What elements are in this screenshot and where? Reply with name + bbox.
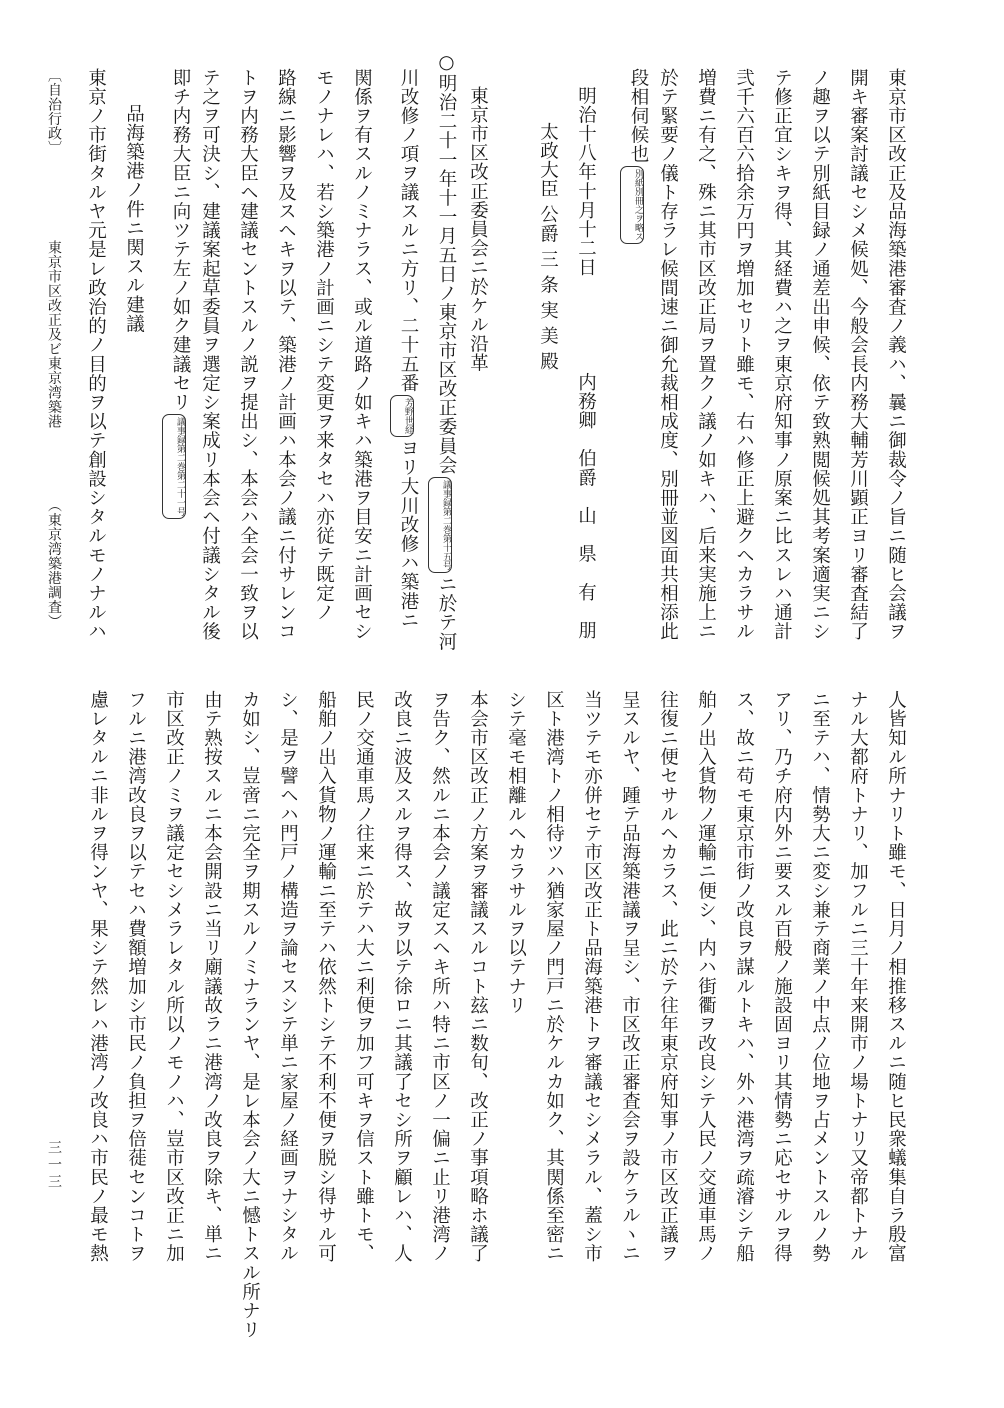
- text-line-l10: 区ト港湾トノ相待ツハ猶家屋ノ門戸ニ於ケルカ如ク、其関係至密ニ: [543, 690, 565, 1263]
- text-line-l18: カ如シ、豈啻ニ完全ヲ期スルノミナランヤ、是レ本会ノ大ニ憾トスル所ナリ: [239, 690, 261, 1340]
- text-line-l17: シ、是ヲ譬ヘハ門戸ノ構造ヲ論セスシテ単ニ家屋ノ経画ヲナシタル: [277, 690, 299, 1263]
- text-line-l3: ニ至テハ、情勢大ニ変シ兼テ商業ノ中点ノ位地ヲ占メントスルノ勢: [809, 690, 831, 1263]
- text-line-l11: シテ毫モ相離ルヘカラサルヲ以テナリ: [505, 690, 527, 1015]
- text-line-r5: 弐千六百六拾余万円ヲ増加セリト雖モ、右ハ修正上避クヘカラサル: [733, 68, 755, 641]
- text-line-l19: 由テ熟按スルニ本会開設ニ当リ廟議故ラニ港湾ノ改良ヲ除キ、単ニ: [201, 690, 223, 1263]
- text-line-l15: 民ノ交通車馬ノ往来ニ於テハ大ニ利便ヲ加フ可キヲ信スト雖トモ、: [353, 690, 375, 1263]
- footer-left-tag: 〔自治行政〕: [46, 68, 62, 155]
- text-line-l6: 舶ノ出入貨物ノ運輸ニ便シ、内ハ街衢ヲ改良シテ人民ノ交通車馬ノ: [695, 690, 717, 1263]
- text-line-r2: 開キ審案討議セシメ候処、今般会長内務大輔芳川顕正ヨリ審査結了: [847, 68, 869, 641]
- text-line-r3: ノ趣ヲ以テ別紙目録ノ通差出申候、依テ致熟閲候処其考案適実ニシ: [809, 68, 831, 641]
- text-line-l2: ナル大都府トナリ、加フルニ三十年来開市ノ場トナリ又帝都トナル: [847, 690, 869, 1263]
- text-line-r17: 路線ニ影響ヲ及スヘキヲ以テ、築港ノ計画ハ本会ノ議ニ付サレンコ: [275, 68, 297, 641]
- text-line-l7: 往復ニ便セサルヘカラス、此ニ於テ往年東京府知事ノ市区改正議ヲ: [657, 690, 679, 1263]
- footer-right-tag: （東京湾築港調査）: [46, 498, 62, 629]
- section-heading: 東京市区改正委員会ニ於ケル沿革: [467, 86, 489, 373]
- text-line-l16: 船舶ノ出入貨物ノ運輸ニ至テハ依然トシテ不利不便ヲ脱シ得サル可: [315, 690, 337, 1263]
- bracket-note: 議事録第二巻第十五号: [428, 477, 452, 573]
- page-number: 三一三: [46, 1140, 62, 1191]
- text-line-r7: 於テ緊要ノ儀ト存ラレ候間速ニ御允裁相成度、別冊並図面共相添此: [657, 68, 679, 641]
- text-line-r6: 増費ニ有之、殊ニ其市区改正局ヲ置クノ議ノ如キハ、后来実施上ニ: [695, 68, 717, 641]
- text-line-r4: テ修正宜シキヲ得、其経費ハ之ヲ東京府知事ノ原案ニ比スレハ通計: [771, 68, 793, 641]
- text-line-l22: 慮レタルニ非ルヲ得ンヤ、果シテ然レハ港湾ノ改良ハ市民ノ最モ熱: [87, 690, 109, 1263]
- proposal-heading: 品海築港ノ件ニ関スル建議: [123, 104, 145, 334]
- bracket-note: 芳野世経: [390, 395, 414, 437]
- text-line-l4: アリ、乃チ府内外ニ要スル百般ノ施設固ヨリ其情勢ニ応セサルヲ得: [771, 690, 793, 1263]
- text-line-r1: 東京市区改正及品海築港審査ノ義ハ、曩ニ御裁令ノ旨ニ随ヒ会議ヲ: [885, 68, 907, 641]
- date-signature-line: 明治十八年十月十二日 内務卿 伯爵 山 県 有 朋: [575, 86, 597, 640]
- footer-title: 東京市区改正及ビ東京湾築港: [46, 240, 62, 429]
- text-line-r16: モノナレハ、若シ築港ノ計画ニシテ変更ヲ来タセハ亦従テ既定ノ: [313, 68, 335, 622]
- text-line-r14: 川改修ノ項ヲ議スルニ方リ、二十五番芳野世経ヨリ大川改修ハ築港ニ: [390, 68, 417, 630]
- text-line-r18: トヲ内務大臣ヘ建議セントスルノ説ヲ提出シ、本会ハ全会一致ヲ以: [237, 68, 259, 641]
- text-line-l1: 人皆知ル所ナリト雖モ、日月ノ相推移スルニ随ヒ民衆蟻集自ラ殷富: [885, 690, 907, 1263]
- text-line-r19: テ之ヲ可決シ、建議案起草委員ヲ選定シ案成リ本会ヘ付議シタル後: [199, 68, 221, 641]
- text-line-r15: 関係ヲ有スルノミナラス、或ル道路ノ如キハ築港ヲ目安ニ計画セシ: [351, 68, 373, 641]
- addressee-line: 太政大臣 公爵 三 条 実 美 殿: [537, 122, 559, 371]
- text-line-l14: 改良ニ波及スルヲ得ス、故ヲ以テ徐ロニ其議了セシ所ヲ顧レハ、人: [391, 690, 413, 1263]
- text-line-l13: ヲ告ク、然ルニ本会ノ議定スヘキ所ハ特ニ市区ノ一偏ニ止リ港湾ノ: [429, 690, 451, 1263]
- text-line-l9: 当ツテモ亦併セテ市区改正ト品海築港トヲ審議セシメラル、蓋シ市: [581, 690, 603, 1263]
- text-line-l21: フルニ港湾改良ヲ以テセハ費額増加シ市民ノ負担ヲ倍蓰センコトヲ: [125, 690, 147, 1263]
- text-line-l20: 市区改正ノミヲ議定セシメラレタル所以ノモノハ、豈市区改正ニ加: [163, 690, 185, 1263]
- text-line-l8: 呈スルヤ、踵テ品海築港議ヲ呈シ、市区改正審査会ヲ設ケラルヽニ: [619, 690, 641, 1263]
- text-line-r8: 段相伺候也別紙別冊之ヲ略ス: [620, 68, 647, 246]
- bracket-note: 別紙別冊之ヲ略ス: [620, 166, 644, 244]
- bracket-note: 議事録第二巻第二十一号: [162, 414, 186, 519]
- text-line-r20: 即チ内務大臣ニ向ツテ左ノ如ク建議セリ議事録第二巻第二十一号: [162, 68, 189, 521]
- text-line-l5: ス、故ニ苟モ東京市街ノ改良ヲ謀ルトキハ、外ハ港湾ヲ疏濬シテ船: [733, 690, 755, 1263]
- text-line-r22: 東京ノ市街タルヤ元是レ政治的ノ目的ヲ以テ創設シタルモノナルハ: [85, 68, 107, 641]
- text-line-r13: ○明治二十一年十一月五日ノ東京市区改正委員会議事録第二巻第十五号ニ於テ河: [428, 52, 455, 651]
- text-line-l12: 本会市区改正ノ方案ヲ審議スルコト玆ニ数旬、改正ノ事項略ホ議了: [467, 690, 489, 1263]
